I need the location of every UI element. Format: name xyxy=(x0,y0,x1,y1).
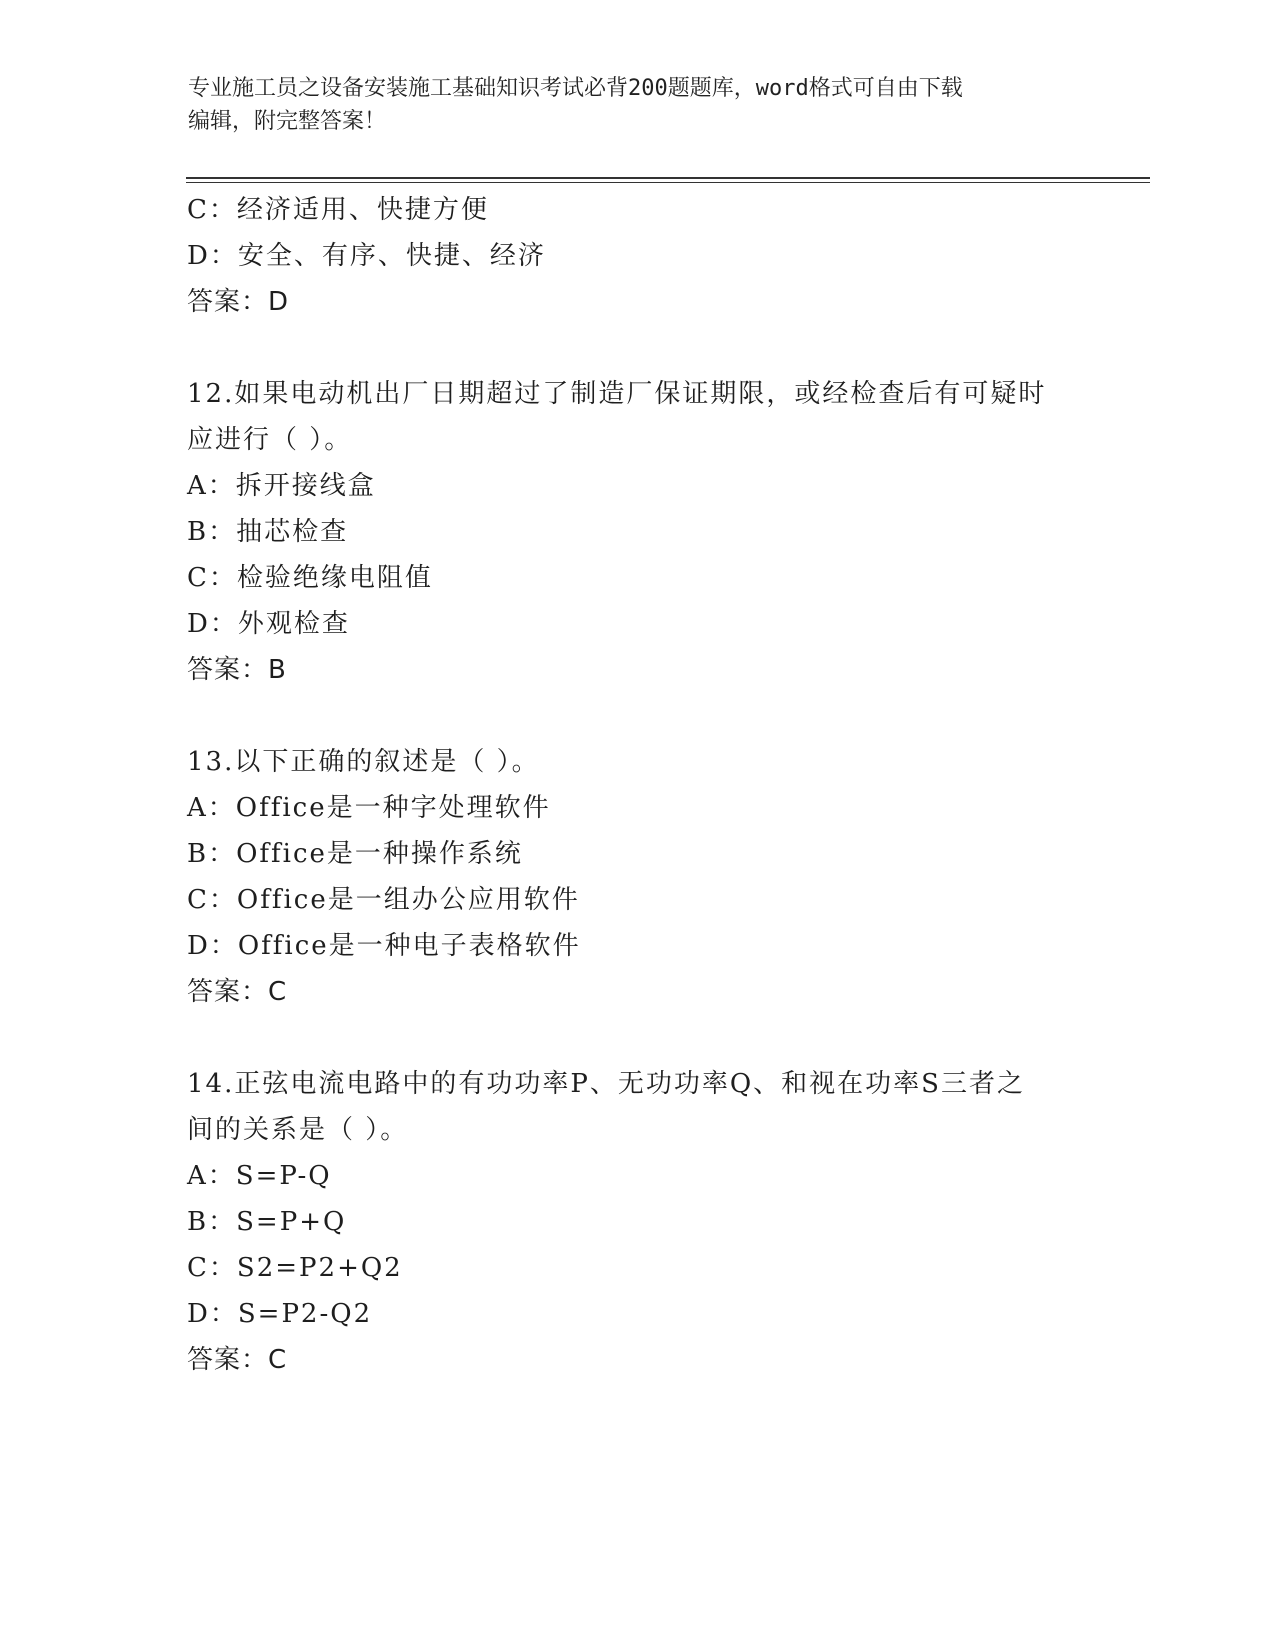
q11-option-d: D：安全、有序、快捷、经济 xyxy=(187,241,546,271)
spacer xyxy=(187,693,1087,739)
q11-answer: 答案：D xyxy=(187,287,290,317)
header-title-line-1: 专业施工员之设备安装施工基础知识考试必背200题题库，word格式可自由下载 xyxy=(188,76,963,101)
q14-question-line-1: 14.正弦电流电路中的有功功率P、无功功率Q、和视在功率S三者之 xyxy=(187,1069,1025,1099)
question-13 xyxy=(187,739,1087,1015)
q12-answer: 答案：B xyxy=(187,655,287,685)
question-list xyxy=(187,187,1087,1383)
header-divider-thin xyxy=(186,182,1150,183)
document-header xyxy=(188,72,1068,138)
q12-option-a: A：拆开接线盒 xyxy=(187,471,376,501)
question-12 xyxy=(187,371,1087,693)
q12-option-b: B：抽芯检查 xyxy=(187,517,349,547)
q14-option-b: B：S=P+Q xyxy=(187,1207,347,1237)
header-divider-thick xyxy=(186,177,1150,179)
q13-option-d: D：Office是一种电子表格软件 xyxy=(187,931,581,961)
q11-option-c: C：经济适用、快捷方便 xyxy=(187,195,489,225)
q13-option-b: B：Office是一种操作系统 xyxy=(187,839,523,869)
q14-option-a: A：S=P-Q xyxy=(187,1161,332,1191)
q14-option-c: C：S2=P2+Q2 xyxy=(187,1253,403,1283)
q12-option-c: C：检验绝缘电阻值 xyxy=(187,563,433,593)
q13-option-c: C：Office是一组办公应用软件 xyxy=(187,885,580,915)
spacer xyxy=(187,325,1087,371)
q14-answer: 答案：C xyxy=(187,1345,288,1375)
q12-question-line-1: 12.如果电动机出厂日期超过了制造厂保证期限，或经检查后有可疑时 xyxy=(187,379,1047,409)
q12-option-d: D：外观检查 xyxy=(187,609,350,639)
q12-question-line-2: 应进行（ ）。 xyxy=(187,425,353,455)
header-title-line-2: 编辑，附完整答案！ xyxy=(188,109,387,134)
q13-option-a: A：Office是一种字处理软件 xyxy=(187,793,551,823)
question-14 xyxy=(187,1061,1087,1383)
question-11 xyxy=(187,187,1087,325)
q13-answer: 答案：C xyxy=(187,977,288,1007)
q14-question-line-2: 间的关系是（ ）。 xyxy=(187,1115,409,1145)
q13-question-line-1: 13.以下正确的叙述是（ ）。 xyxy=(187,747,540,777)
spacer xyxy=(187,1015,1087,1061)
q14-option-d: D：S=P2-Q2 xyxy=(187,1299,373,1329)
